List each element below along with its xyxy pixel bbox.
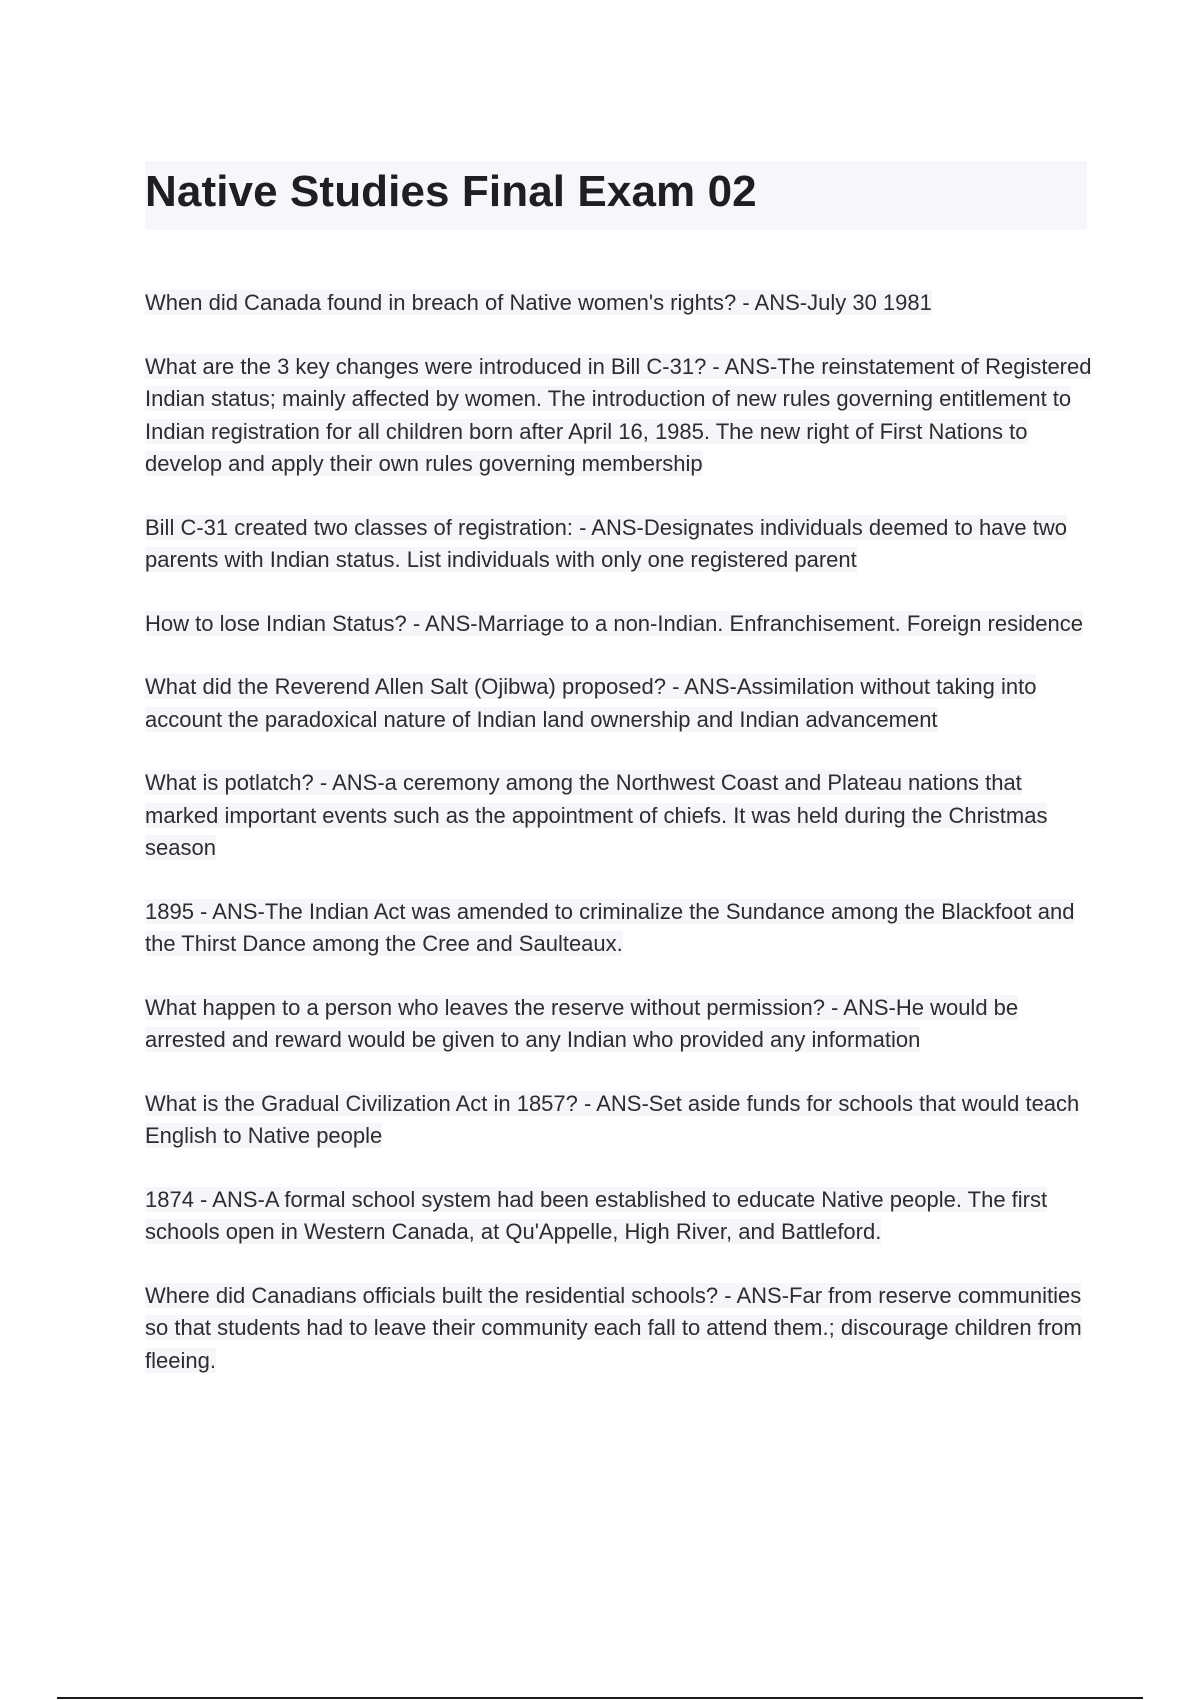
qa-item-text: What are the 3 key changes were introduced in Bill C-31? - ANS-The reinstatement of Registered Indian status; mainly affected by women. The introduction of new rules governing entitlement to Indian registration for all children born after April 16, 1985. The new right of First Nations to develop and apply their own rules governing membership (145, 353, 1092, 476)
qa-list (145, 287, 1095, 1408)
qa-item-text: What happen to a person who leaves the reserve without permission? - ANS-He would be arrested and reward would be given to any Indian who provided any information (145, 994, 1019, 1052)
qa-item-10 (145, 1184, 1095, 1249)
footer-divider (57, 1697, 1143, 1699)
qa-item-3 (145, 512, 1095, 577)
qa-item-text: When did Canada found in breach of Native women's rights? - ANS-July 30 1981 (145, 290, 932, 315)
qa-item-text: Where did Canadians officials built the residential schools? - ANS-Far from reserve communities so that students had to leave their community each fall to attend them.; discourage children from fleeing. (145, 1282, 1082, 1373)
qa-item-text: What is the Gradual Civilization Act in 1857? - ANS-Set aside funds for schools that would teach English to Native people (145, 1090, 1080, 1148)
qa-item-text: What did the Reverend Allen Salt (Ojibwa) proposed? - ANS-Assimilation without taking into account the paradoxical nature of Indian land ownership and Indian advancement (145, 674, 1037, 732)
qa-item-2 (145, 351, 1095, 481)
qa-item-text: How to lose Indian Status? - ANS-Marriage to a non-Indian. Enfranchisement. Foreign residence (145, 610, 1083, 636)
title-block (145, 161, 1087, 230)
qa-item-text: 1895 - ANS-The Indian Act was amended to criminalize the Sundance among the Blackfoot and the Thirst Dance among the Cree and Saulteaux. (145, 898, 1075, 956)
qa-item-5 (145, 671, 1095, 736)
qa-item-text: Bill C-31 created two classes of registration: - ANS-Designates individuals deemed to have two parents with Indian status. List individuals with only one registered parent (145, 514, 1068, 572)
qa-item-11 (145, 1280, 1095, 1378)
qa-item-9 (145, 1088, 1095, 1153)
qa-item-4 (145, 608, 1095, 641)
page-title: Native Studies Final Exam 02 (145, 167, 757, 216)
qa-item-1 (145, 287, 1095, 320)
qa-item-7 (145, 896, 1095, 961)
qa-item-8 (145, 992, 1095, 1057)
qa-item-text: 1874 - ANS-A formal school system had been established to educate Native people. The first schools open in Western Canada, at Qu'Appelle, High River, and Battleford. (145, 1186, 1048, 1244)
qa-item-text: What is potlatch? - ANS-a ceremony among the Northwest Coast and Plateau nations that marked important events such as the appointment of chiefs. It was held during the Christmas season (145, 770, 1048, 860)
qa-item-6 (145, 767, 1095, 865)
